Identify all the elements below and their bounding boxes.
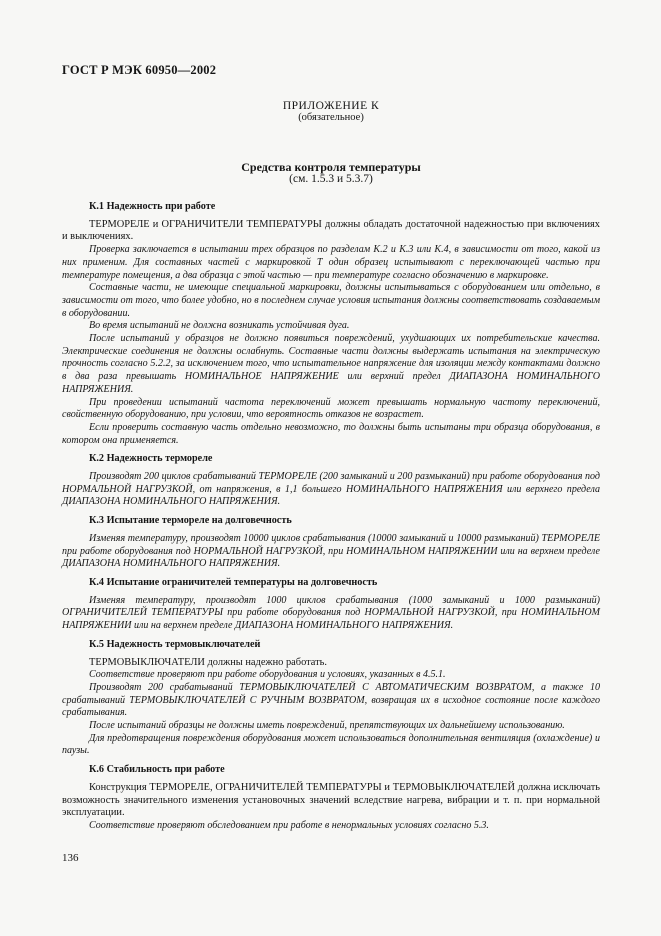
standard-code: ГОСТ Р МЭК 60950—2002: [62, 63, 217, 77]
section-heading-k4: К.4 Испытание ограничителей температуры на долговечность: [89, 576, 378, 588]
section-heading-k1: К.1 Надежность при работе: [89, 201, 216, 212]
paragraph: При проведении испытаний частота переключений может превышать нормальную частоту переключений, свойственную оборудованию, при условии, что вероятность отказов не возрастет.: [62, 396, 600, 421]
paragraph: После испытаний у образцов не должно появиться повреждений, ухудшающих их потребительские качества. Электрические соединения не должны ослабнуть. Составные части должны выдержать испытания на электрическую прочность согласно 5.2.2, за исключением того, что испытательное напряжение для изоляции между контактами должно в два раза превышать НОМИНАЛЬНОЕ НАПРЯЖЕНИЕ или верхний предел ДИАПАЗОНА НОМИНАЛЬНОГО НАПРЯЖЕНИЯ.: [62, 333, 600, 395]
page-number: 136: [62, 852, 79, 864]
paragraph: Для предотвращения повреждения оборудования может использоваться дополнительная вентиляция (охлаждение) и паузы.: [62, 732, 600, 757]
paragraph: Конструкция ТЕРМОРЕЛЕ, ОГРАНИЧИТЕЛЕЙ ТЕМПЕРАТУРЫ и ТЕРМОВЫКЛЮЧАТЕЛЕЙ должна исключать возможность значительного изменения установочных значений вследствие нагрева, вибрации и т. п. при нормальной эксплуатации.: [62, 781, 600, 819]
section-heading-k2: К.2 Надежность терморелe: [89, 453, 213, 465]
section-heading-k6: К.6 Стабильность при работе: [89, 764, 225, 776]
document-body: [62, 195, 600, 833]
paragraph: Производят 200 циклов срабатываний ТЕРМОРЕЛЕ (200 замыканий и 200 размыканий) при работе оборудования под НОРМАЛЬНОЙ НАГРУЗКОЙ, от напряжения, в 1,1 большего НОМИНАЛЬНОГО НАПРЯЖЕНИЯ или верхнего предела ДИАПАЗОНА НОМИНАЛЬНОГО НАПРЯЖЕНИЯ.: [62, 471, 600, 508]
paragraph: Проверка заключается в испытании трех образцов по разделам К.2 и К.3 или К.4, в зависимости от того, какой из них применим. Для составных частей с маркировкой Т один образец испытывают с переключающей частью при температуре помещения, а два образца с этой частью — при температуре согласно обозначению в маркировке.: [62, 244, 600, 281]
paragraph: После испытаний образцы не должны иметь повреждений, препятствующих их дальнейшему использованию.: [89, 720, 565, 732]
annex-status: (обязательное): [298, 112, 364, 123]
paragraph: Составные части, не имеющие специальной маркировки, должны испытываться с оборудованием или отдельно, в зависимости от того, что более удобно, но в последнем случае условия испытания должны соответствовать создаваемым в оборудовании.: [62, 282, 600, 319]
paragraph: Изменяя температуру, производят 1000 циклов срабатывания (1000 замыканий и 1000 размыканий) ОГРАНИЧИТЕЛЕЙ ТЕМПЕРАТУРЫ при работе оборудования под НОРМАЛЬНОЙ НАГРУЗКОЙ, при НОМИНАЛЬНОМ НАПРЯЖЕНИИ или на верхнем пределе ДИАПАЗОНА НОМИНАЛЬНОГО НАПРЯЖЕНИЯ.: [62, 594, 600, 632]
section-heading-k5: К.5 Надежность термовыключателей: [89, 638, 261, 650]
paragraph: Если проверить составную часть отдельно невозможно, то должны быть испытаны три образца оборудования, в котором она применяется.: [62, 421, 600, 446]
paragraph: ТЕРМОВЫКЛЮЧАТЕЛИ должны надежно работать.: [89, 656, 328, 668]
paragraph: Соответствие проверяют обследованием при работе в ненормальных условиях согласно 5.3.: [89, 819, 489, 831]
paragraph: Соответствие проверяют при работе оборудования и условиях, указанных в 4.5.1.: [89, 669, 446, 681]
section-heading-k3: К.3 Испытание терморелe на долговечность: [89, 515, 292, 527]
document-reference: (см. 1.5.3 и 5.3.7): [289, 173, 373, 185]
paragraph: ТЕРМОРЕЛЕ и ОГРАНИЧИТЕЛИ ТЕМПЕРАТУРЫ должны обладать достаточной надежностью при включениях и выключениях.: [62, 218, 600, 243]
paragraph: Изменяя температуру, производят 10000 циклов срабатывания (10000 замыканий и 10000 размыканий) ТЕРМОРЕЛЕ при работе оборудования под НОРМАЛЬНОЙ НАГРУЗКОЙ, при НОМИНАЛЬНОМ НАПРЯЖЕНИИ или на верхнем пределе ДИАПАЗОНА НОМИНАЛЬНОГО НАПРЯЖЕНИЯ.: [62, 532, 600, 570]
paragraph: Производят 200 срабатываний ТЕРМОВЫКЛЮЧАТЕЛЕЙ С АВТОМАТИЧЕСКИМ ВОЗВРАТОМ, а также 10 срабатываний ТЕРМОВЫКЛЮЧАТЕЛЕЙ С РУЧНЫМ ВОЗВРАТОМ, возвращая их в исходное состояние после каждого срабатывания.: [62, 681, 600, 719]
annex-title: ПРИЛОЖЕНИЕ К: [282, 100, 380, 112]
paragraph: Во время испытаний не должна возникать устойчивая дуга.: [89, 320, 350, 332]
document-title: Средства контроля температуры: [241, 160, 421, 174]
